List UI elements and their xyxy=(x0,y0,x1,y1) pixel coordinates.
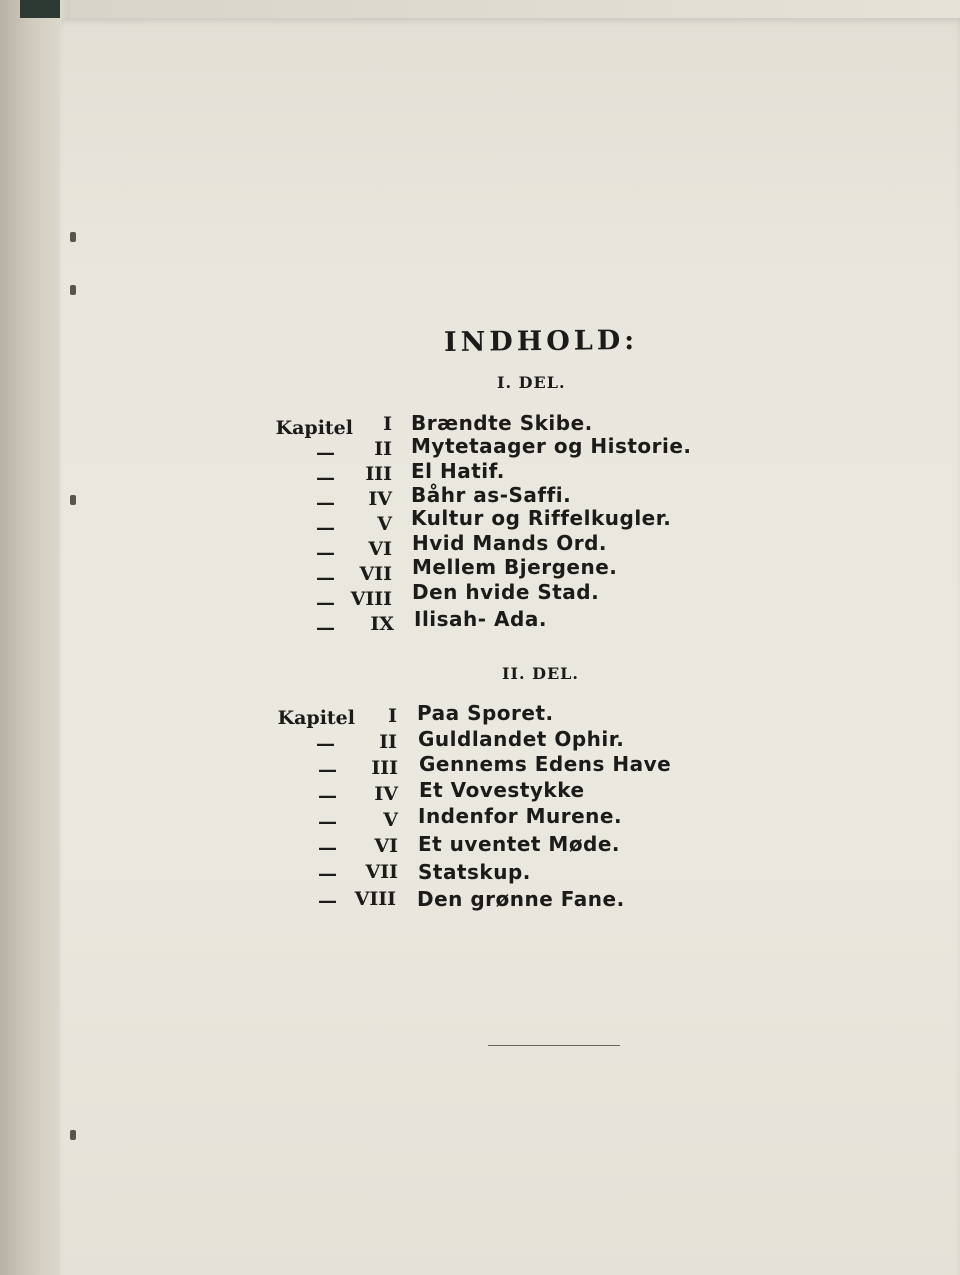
page-title: INDHOLD: xyxy=(443,324,639,359)
chapter-prefix: — xyxy=(318,890,337,912)
chapter-title: Statskup. xyxy=(418,860,531,884)
chapter-prefix: Kapitel xyxy=(275,417,353,439)
chapter-prefix: — xyxy=(318,837,337,859)
toc-row xyxy=(0,888,960,914)
chapter-title: Den grønne Fane. xyxy=(417,887,625,911)
chapter-prefix: — xyxy=(316,442,335,464)
chapter-prefix: — xyxy=(318,785,337,807)
chapter-title: Paa Sporet. xyxy=(417,701,554,725)
chapter-title: Kultur og Riffelkugler. xyxy=(411,506,672,530)
chapter-title: Brændte Skibe. xyxy=(411,411,593,435)
chapter-title: Indenfor Murene. xyxy=(418,804,623,828)
chapter-title: Et Vovestykke xyxy=(419,778,585,802)
chapter-number: V xyxy=(377,513,392,535)
chapter-prefix: — xyxy=(316,733,335,755)
chapter-number: II xyxy=(374,438,392,460)
chapter-title: Gennems Edens Have xyxy=(419,752,672,776)
chapter-title: El Hatif. xyxy=(411,459,505,483)
chapter-prefix: — xyxy=(316,492,335,514)
chapter-number: VII xyxy=(365,861,398,883)
toc-row xyxy=(0,832,960,861)
chapter-title: Mytetaager og Historie. xyxy=(411,434,692,458)
chapter-number: I xyxy=(388,705,397,727)
chapter-number: II xyxy=(379,731,397,753)
chapter-number: V xyxy=(383,809,398,831)
chapter-prefix: — xyxy=(316,542,335,564)
chapter-title: Båhr as-Saffi. xyxy=(411,483,572,507)
chapter-number: IV xyxy=(368,488,392,510)
chapter-prefix: — xyxy=(318,759,337,781)
chapter-prefix: — xyxy=(318,863,337,885)
chapter-prefix: Kapitel xyxy=(277,707,355,729)
part-heading-2: II. DEL. xyxy=(502,664,579,683)
chapter-prefix: — xyxy=(316,467,335,489)
chapter-number: III xyxy=(365,463,392,485)
toc-row xyxy=(0,607,960,639)
chapter-title: Guldlandet Ophir. xyxy=(418,727,625,751)
chapter-prefix: — xyxy=(316,567,335,589)
toc-row xyxy=(0,861,960,887)
chapter-title: Et uventet Møde. xyxy=(418,832,621,856)
chapter-number: VI xyxy=(368,538,392,560)
chapter-title: Ilisah- Ada. xyxy=(414,607,547,631)
chapter-prefix: — xyxy=(316,617,335,639)
chapter-title: Mellem Bjergene. xyxy=(412,555,618,579)
chapter-number: IX xyxy=(370,613,394,635)
chapter-number: VI xyxy=(374,835,398,857)
chapter-number: VII xyxy=(359,563,392,585)
chapter-number: III xyxy=(371,757,398,779)
part-heading-1: I. DEL. xyxy=(497,373,566,392)
chapter-prefix: — xyxy=(316,592,335,614)
chapter-title: Den hvide Stad. xyxy=(412,580,600,604)
chapter-title: Hvid Mands Ord. xyxy=(412,531,608,555)
chapter-number: IV xyxy=(374,783,398,805)
chapter-number: I xyxy=(383,413,392,435)
chapter-number: VIII xyxy=(354,888,396,910)
closing-rule xyxy=(488,1045,620,1046)
chapter-prefix: — xyxy=(316,517,335,539)
chapter-prefix: — xyxy=(318,811,337,833)
chapter-number: VIII xyxy=(350,588,392,610)
